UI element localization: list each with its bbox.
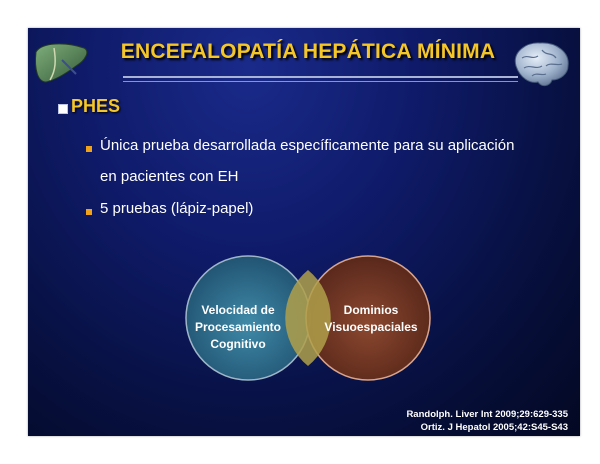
brain-icon <box>508 36 574 94</box>
title-rule-thin <box>123 81 518 82</box>
slide-title: ENCEFALOPATÍA HEPÁTICA MÍNIMA <box>120 40 496 63</box>
references <box>406 408 568 434</box>
liver-icon <box>32 40 90 86</box>
bullet-marker <box>86 209 92 215</box>
reference-line: Ortiz. J Hepatol 2005;42:S45-S43 <box>420 422 568 433</box>
bullet-text: 5 pruebas (lápiz-papel) <box>100 200 254 217</box>
section-heading: PHES <box>71 96 121 116</box>
section-bullet <box>58 104 68 114</box>
bullet-text: Única prueba desarrollada específicamente para su aplicación <box>100 137 515 154</box>
bullet-text-continued: en pacientes con EH <box>100 168 239 185</box>
bullet-marker <box>86 146 92 152</box>
venn-right-label: Dominios Visuoespaciales <box>324 303 418 334</box>
title-rule <box>123 76 518 78</box>
venn-left-label: Velocidad de Procesamiento Cognitivo <box>194 303 282 351</box>
slide <box>28 28 580 436</box>
reference-line: Randolph. Liver Int 2009;29:629-335 <box>406 409 568 420</box>
